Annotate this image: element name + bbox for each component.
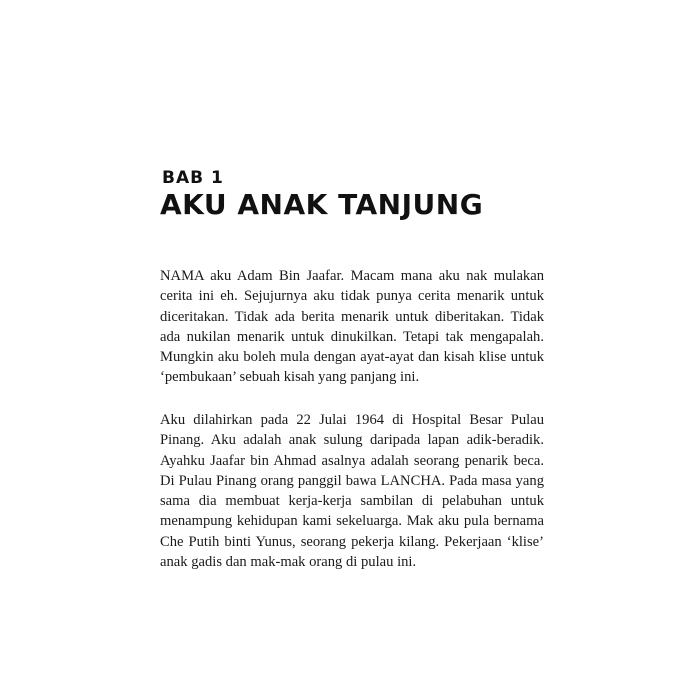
- chapter-number: BAB 1: [162, 168, 224, 188]
- paragraph-1: [160, 266, 544, 388]
- paragraph-line: Pinang. Aku adalah anak sulung daripada lapan adik-beradik.: [160, 432, 544, 449]
- paragraph-line: ada nukilan menarik untuk dinukilkan. Tetapi tak mengapalah.: [160, 328, 544, 345]
- paragraph-line: Mungkin aku boleh mula dengan ayat-ayat dan kisah klise untuk: [160, 349, 544, 366]
- paragraph-line: NAMA aku Adam Bin Jaafar. Macam mana aku nak mulakan: [160, 268, 544, 284]
- paragraph-line: anak gadis dan mak-mak orang di pulau ini.: [160, 554, 417, 571]
- paragraph-line: Che Putih binti Yunus, seorang pekerja kilang. Pekerjaan ‘klise’: [160, 533, 544, 550]
- paragraph-line: ‘pembukaan’ sebuah kisah yang panjang ini.: [160, 369, 420, 386]
- paragraph-2: [160, 410, 544, 572]
- paragraph-line: Di Pulau Pinang orang panggil bawa LANCHA. Pada masa yang: [160, 472, 544, 489]
- paragraph-line: cerita ini eh. Sejujurnya aku tidak punya cerita menarik untuk: [160, 288, 544, 305]
- paragraph-line: Ayahku Jaafar bin Ahmad asalnya adalah seorang penarik beca.: [160, 452, 544, 469]
- paragraph-line: sama dia membuat kerja-kerja sambilan di pelabuhan untuk: [160, 493, 544, 510]
- chapter-title: AKU ANAK TANJUNG: [160, 188, 484, 221]
- paragraph-line: diceritakan. Tidak ada berita menarik untuk diberitakan. Tidak: [160, 308, 544, 325]
- paragraph-line: Aku dilahirkan pada 22 Julai 1964 di Hospital Besar Pulau: [160, 412, 544, 428]
- paragraph-line: menampung kehidupan kami sekeluarga. Mak aku pula bernama: [160, 513, 544, 530]
